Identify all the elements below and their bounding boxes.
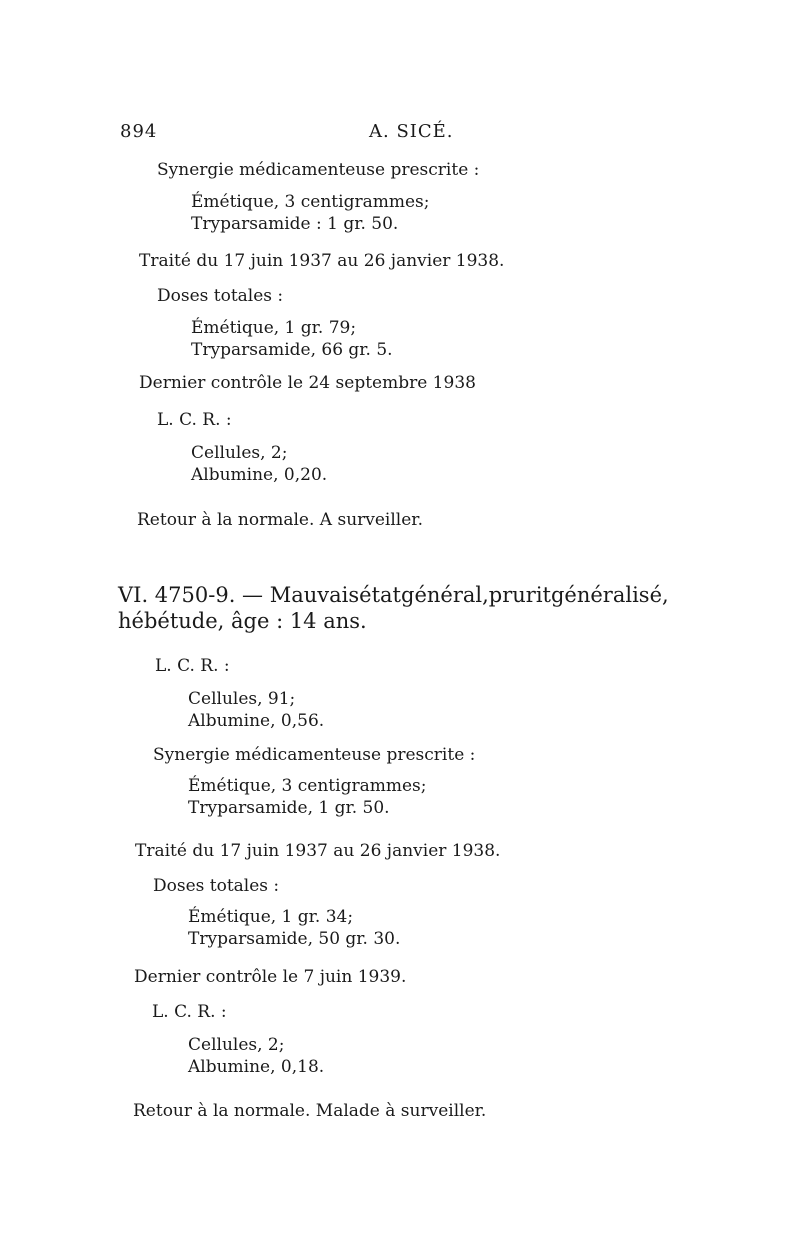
lcr-label: L. C. R. : [155,656,230,676]
synergie-tryparsamide: Tryparsamide, 1 gr. 50. [188,798,390,818]
lcr-albumine: Albumine, 0,20. [191,465,328,485]
conclusion: Retour à la normale. Malade à surveiller. [133,1101,487,1121]
lcr-cellules: Cellules, 2; [191,443,288,463]
doses-tryparsamide: Tryparsamide, 50 gr. 30. [188,929,401,949]
traitement-dates: Traité du 17 juin 1937 au 26 janvier 1938. [135,841,501,861]
lcr-cellules: Cellules, 2; [188,1035,285,1055]
lcr-label: L. C. R. : [157,410,232,430]
dernier-controle: Dernier contrôle le 7 juin 1939. [134,967,407,987]
traitement-dates: Traité du 17 juin 1937 au 26 janvier 1938. [139,251,505,271]
case-heading-word: généralisé, [550,583,669,607]
synergie-tryparsamide: Tryparsamide : 1 gr. 50. [191,214,399,234]
synergie-emetique: Émétique, 3 centigrammes; [191,192,430,212]
synergie-emetique: Émétique, 3 centigrammes; [188,776,427,796]
running-title: A. SICÉ. [369,121,454,142]
synergie-label: Synergie médicamenteuse prescrite : [157,160,480,180]
doses-emetique: Émétique, 1 gr. 79; [191,318,357,338]
case-heading-word: VI. 4750-9. — Mauvais [118,583,360,607]
case-heading-line2: hébétude, âge : 14 ans. [118,609,367,633]
lcr-albumine: Albumine, 0,18. [188,1057,325,1077]
case-heading-word: général, [401,583,489,607]
case-heading-word: état [359,583,401,607]
doses-label: Doses totales : [153,876,280,896]
page-number: 894 [120,121,158,142]
conclusion: Retour à la normale. A surveiller. [137,510,423,530]
case-heading-word: prurit [488,583,551,607]
lcr-label: L. C. R. : [152,1002,227,1022]
doses-emetique: Émétique, 1 gr. 34; [188,907,354,927]
lcr-albumine: Albumine, 0,56. [188,711,325,731]
lcr-cellules: Cellules, 91; [188,689,296,709]
synergie-label: Synergie médicamenteuse prescrite : [153,745,476,765]
doses-tryparsamide: Tryparsamide, 66 gr. 5. [191,340,393,360]
case-heading [118,582,669,608]
doses-label: Doses totales : [157,286,284,306]
dernier-controle: Dernier contrôle le 24 septembre 1938 [139,373,476,393]
